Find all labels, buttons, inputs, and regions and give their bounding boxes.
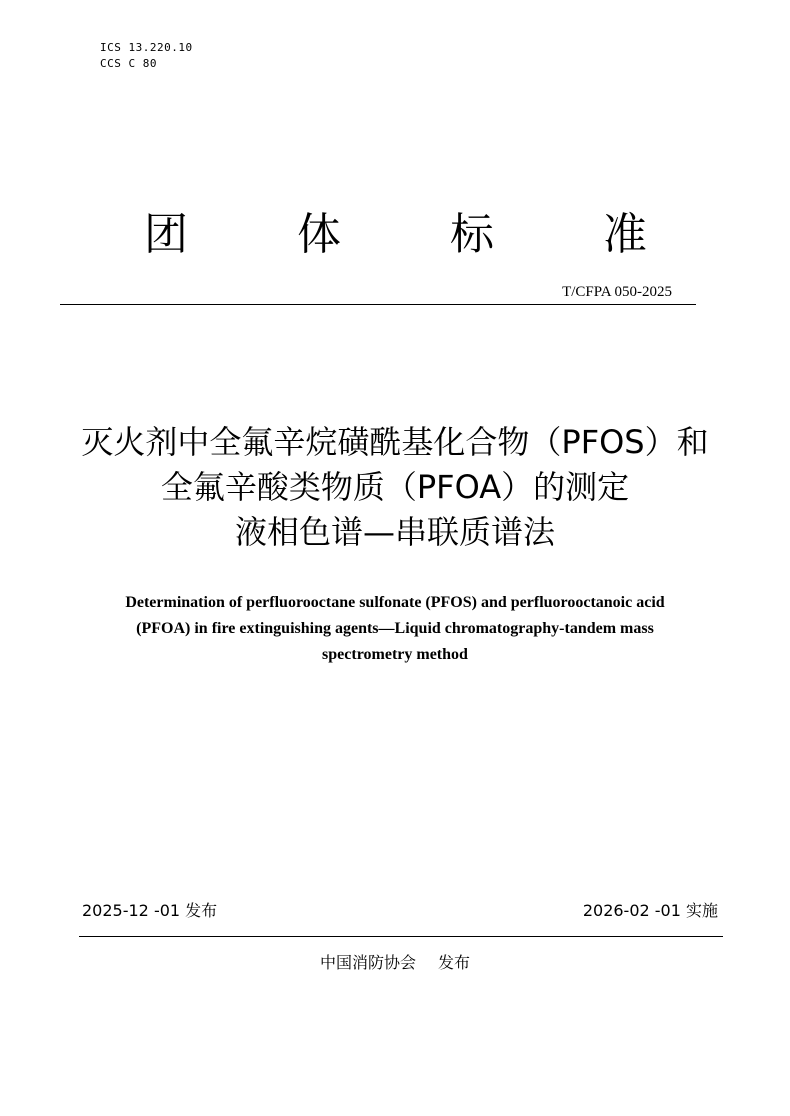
- ccs-code: CCS C 80: [100, 57, 157, 70]
- english-title-line: Determination of perfluorooctane sulfonate (PFOS) and perfluorooctanoic acid: [125, 594, 665, 611]
- chinese-title-line: 全氟辛酸类物质（PFOA）的测定: [160, 468, 630, 506]
- publisher-name: 中国消防协会: [319, 953, 416, 972]
- header-divider: [60, 304, 696, 305]
- standard-type-char: 标: [450, 209, 494, 260]
- ics-code: ICS 13.220.10: [100, 41, 193, 54]
- english-title-line: (PFOA) in fire extinguishing agents—Liquid chromatography-tandem mass: [136, 620, 654, 637]
- implementation-date: 2026-02 -01 实施: [582, 901, 718, 920]
- classification-codes: [100, 40, 193, 72]
- footer-divider: [79, 936, 723, 937]
- standard-number: T/CFPA 050-2025: [562, 284, 672, 300]
- publisher-action: 发布: [438, 953, 471, 972]
- english-title: [80, 590, 710, 668]
- chinese-title-line: 灭火剂中全氟辛烷磺酰基化合物（PFOS）和: [81, 423, 709, 461]
- standard-type-char: 体: [297, 209, 341, 260]
- chinese-title-line: 液相色谱—串联质谱法: [234, 513, 555, 551]
- chinese-title: [40, 420, 750, 555]
- standard-type-char: 团: [144, 209, 188, 260]
- publisher: [0, 950, 790, 973]
- standard-type-char: 准: [603, 209, 647, 260]
- standard-type-heading: [0, 205, 790, 265]
- release-date: 2025-12 -01 发布: [82, 901, 218, 920]
- english-title-line: spectrometry method: [322, 646, 468, 663]
